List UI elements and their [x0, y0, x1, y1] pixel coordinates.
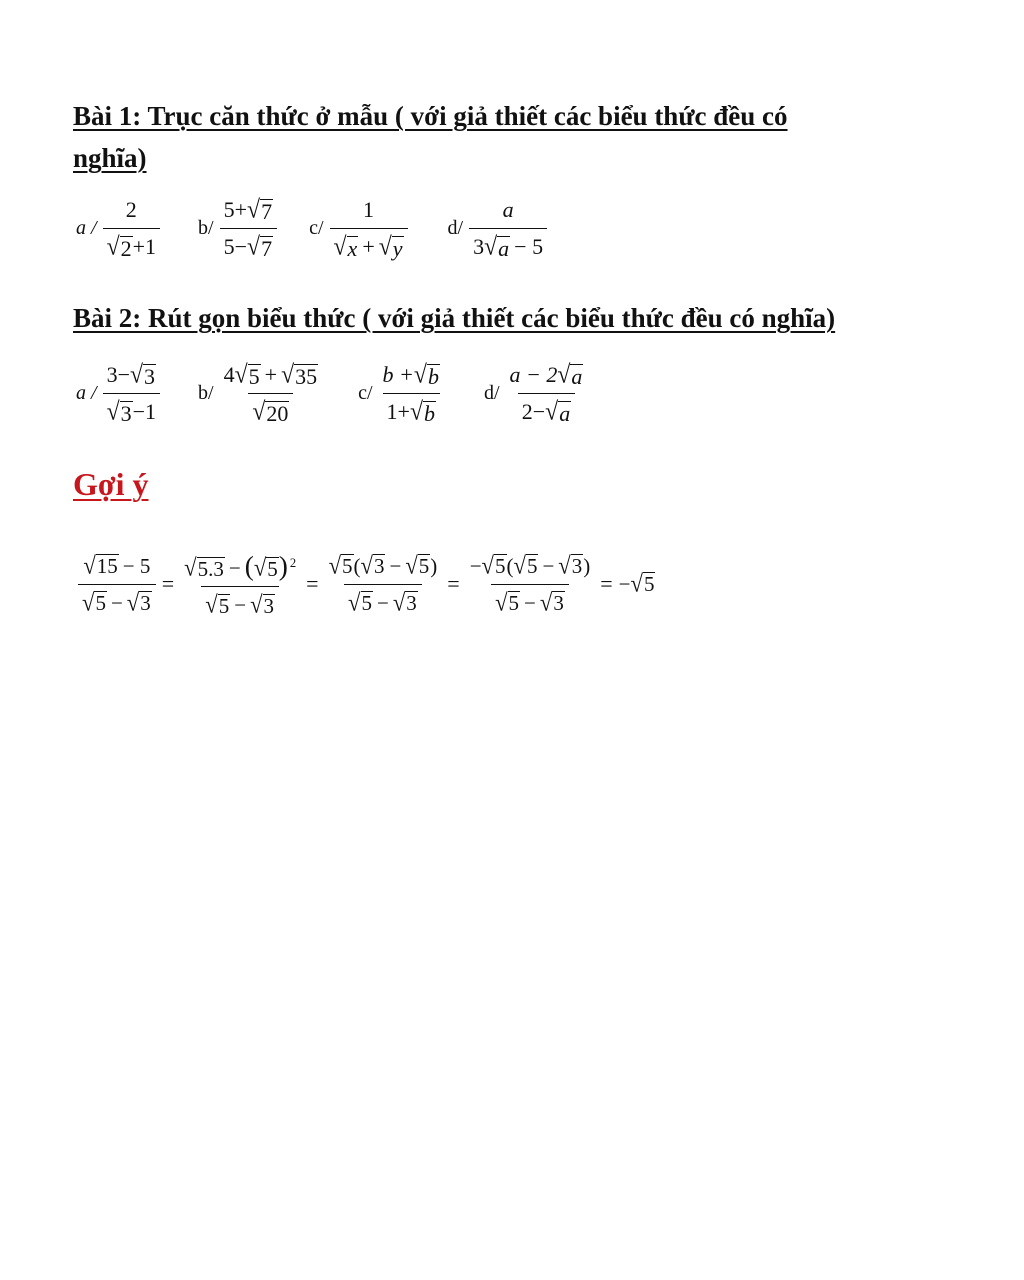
radicand: 3 [553, 591, 564, 616]
radicand: 3 [263, 593, 275, 618]
term: − [618, 571, 631, 596]
fraction [330, 195, 408, 262]
radical-sign: √ [630, 569, 643, 597]
radicand: 3 [406, 591, 417, 616]
sqrt [481, 551, 507, 579]
bai2-exercises [76, 360, 587, 427]
radical-sign: √ [250, 590, 263, 618]
sqrt [348, 588, 373, 616]
bai1-title: Bài 1: Trục căn thức ở mẫu ( với giả thiết các biểu thức đều có [73, 101, 788, 131]
sqrt [378, 232, 404, 261]
bai1-item-d [448, 195, 548, 262]
radical-sign: √ [557, 360, 571, 389]
bai1-item-b [198, 195, 277, 262]
numerator [379, 360, 444, 393]
operator: − [389, 553, 402, 578]
denominator [491, 584, 569, 618]
radicand: a [571, 363, 583, 389]
term: 5+ [223, 197, 248, 222]
radical-sign: √ [333, 232, 347, 261]
operator: − [228, 556, 241, 580]
paren: ) [583, 553, 591, 578]
item-label: c/ [309, 217, 324, 239]
radical-sign: √ [129, 360, 144, 389]
denominator [201, 586, 279, 620]
radical-sign: √ [545, 397, 559, 426]
radicand: b [423, 400, 435, 426]
radicand: 5 [342, 554, 353, 579]
radical-sign: √ [360, 551, 373, 579]
term: 3 [473, 234, 485, 259]
radicand: 7 [261, 235, 273, 261]
numerator [506, 360, 588, 393]
sqrt [234, 360, 261, 389]
radical-sign: √ [413, 360, 427, 389]
radical-sign: √ [82, 588, 95, 616]
sqrt [495, 588, 520, 616]
item-label: a / [76, 382, 97, 404]
sqrt [360, 551, 386, 579]
radical-sign: √ [392, 588, 406, 616]
radical-sign: √ [539, 588, 553, 616]
hint-title: Gợi ý [73, 466, 149, 502]
denominator [330, 228, 408, 262]
bai2-item-a [76, 360, 160, 427]
bai2-item-c [358, 360, 444, 427]
denominator [248, 393, 293, 427]
sqrt [129, 360, 156, 389]
fraction [78, 551, 156, 618]
denominator [469, 228, 547, 262]
radical-sign: √ [252, 397, 266, 426]
radicand: 35 [295, 363, 318, 389]
item-label: a / [76, 217, 97, 239]
radical-sign: √ [126, 588, 140, 616]
sqrt [106, 232, 133, 261]
sqrt [539, 588, 565, 616]
term: − [469, 553, 482, 578]
radicand: 5 [248, 363, 260, 389]
exponent: 2 [289, 556, 297, 570]
radicand: 5 [95, 591, 106, 616]
bai1-title-cont: nghĩa) [73, 143, 147, 173]
paren: ) [430, 553, 438, 578]
equals-sign: = [447, 571, 460, 596]
radical-sign: √ [234, 360, 248, 389]
numerator [79, 551, 154, 584]
sqrt [558, 551, 583, 579]
equals-sign: = [161, 571, 175, 596]
paren: ( [353, 553, 361, 578]
radicand: 5 [526, 554, 538, 579]
item-label: c/ [358, 382, 373, 404]
sqrt [405, 551, 430, 579]
bai1-item-a [76, 195, 160, 262]
radicand: a [498, 235, 510, 261]
radical-sign: √ [409, 397, 423, 426]
radicand: y [392, 235, 403, 261]
radicand: b [427, 363, 439, 389]
radical-sign: √ [83, 551, 96, 579]
radicand: 5 [495, 554, 506, 579]
paren: ( [506, 553, 514, 578]
radicand: 5 [643, 572, 655, 597]
paren: ( [244, 551, 254, 581]
denominator [518, 393, 575, 427]
numerator: a [502, 197, 514, 222]
denominator [220, 228, 277, 262]
bai1-exercises [76, 195, 547, 262]
radical-sign: √ [253, 553, 267, 581]
item-label: d/ [447, 217, 464, 239]
term: a − 2 [509, 362, 558, 387]
sqrt [83, 551, 118, 579]
radical-sign: √ [281, 360, 295, 389]
sqrt [630, 569, 656, 597]
denominator [344, 584, 422, 618]
term: − 5 [514, 234, 544, 259]
sqrt [253, 553, 279, 581]
sqrt [247, 232, 273, 261]
radical-sign: √ [378, 232, 392, 261]
fraction [220, 195, 277, 262]
sqrt [413, 360, 440, 389]
term: 3− [106, 362, 130, 387]
radicand: 3 [140, 591, 151, 616]
radicand: 5 [361, 591, 372, 616]
radical-sign: √ [495, 588, 508, 616]
term: 5− [223, 234, 248, 259]
radical-sign: √ [247, 232, 261, 261]
sqrt [409, 397, 436, 426]
radical-sign: √ [106, 397, 120, 426]
sqrt [333, 232, 359, 261]
fraction [103, 360, 160, 427]
result [618, 569, 656, 597]
radical-sign: √ [348, 588, 361, 616]
denominator [103, 228, 160, 262]
paren: ) [278, 551, 288, 581]
sqrt [392, 588, 418, 616]
term: − 5 [122, 553, 151, 578]
denominator [78, 584, 156, 618]
term: 4 [223, 362, 235, 387]
sqrt [328, 551, 354, 579]
radicand: 3 [120, 400, 132, 426]
radicand: 3 [144, 363, 156, 389]
radical-sign: √ [328, 551, 342, 579]
equals-sign: = [306, 571, 319, 596]
sqrt [513, 551, 539, 579]
numerator [325, 551, 442, 584]
bai1-item-c [309, 195, 407, 262]
fraction [506, 360, 588, 427]
term: b + [382, 362, 414, 387]
hint-equation [78, 548, 655, 620]
denominator [383, 393, 440, 427]
radical-sign: √ [205, 590, 218, 618]
sqrt [281, 360, 318, 389]
equals-sign: = [600, 571, 613, 596]
sqrt [205, 590, 230, 618]
term: −1 [132, 399, 157, 424]
fraction [180, 548, 300, 620]
fraction [379, 360, 444, 427]
sqrt [484, 232, 510, 261]
fraction [325, 551, 442, 618]
numerator [220, 195, 277, 228]
sqrt [184, 553, 225, 581]
numerator [180, 548, 300, 586]
operator: − [524, 590, 536, 615]
radicand: 5 [267, 556, 278, 581]
radicand: 15 [96, 554, 118, 579]
fraction [220, 360, 323, 427]
item-label: b/ [198, 382, 214, 404]
radical-sign: √ [513, 551, 526, 579]
radicand: 5 [418, 554, 430, 579]
fraction [103, 195, 160, 262]
term: 2− [521, 399, 546, 424]
radical-sign: √ [484, 232, 498, 261]
operator: + [362, 234, 375, 259]
radicand: 5 [218, 593, 230, 618]
item-label: d/ [483, 382, 500, 404]
operator: − [542, 553, 555, 578]
radical-sign: √ [481, 551, 494, 579]
fraction [469, 195, 547, 262]
bai2-item-d [484, 360, 587, 427]
radical-sign: √ [558, 551, 571, 579]
radical-sign: √ [405, 551, 418, 579]
radicand: x [347, 235, 358, 261]
bai2-item-b [198, 360, 322, 427]
sqrt [106, 397, 133, 426]
radicand: 2 [120, 235, 132, 261]
sqrt [247, 195, 273, 224]
radicand: 3 [571, 554, 583, 579]
numerator [103, 360, 160, 393]
numerator: 1 [363, 197, 375, 222]
sqrt [252, 397, 289, 426]
operator: − [377, 590, 389, 615]
sqrt [545, 397, 571, 426]
radicand: 7 [261, 198, 273, 224]
radicand: 5 [508, 591, 520, 616]
radical-sign: √ [184, 553, 197, 581]
radicand: 20 [266, 400, 289, 426]
sqrt [250, 590, 275, 618]
radical-sign: √ [247, 195, 261, 224]
radical-sign: √ [106, 232, 120, 261]
radicand: a [559, 400, 571, 426]
radicand: 3 [373, 554, 385, 579]
sqrt [82, 588, 107, 616]
operator: + [264, 362, 278, 387]
numerator: 2 [125, 197, 137, 222]
operator: − [110, 590, 123, 615]
sqrt [557, 360, 583, 389]
denominator [103, 393, 160, 427]
sqrt [126, 588, 152, 616]
item-label: b/ [198, 217, 214, 239]
radicand: 5.3 [197, 556, 224, 581]
numerator [220, 360, 323, 393]
term: 1+ [386, 399, 410, 424]
operator: − [234, 593, 247, 617]
numerator [466, 551, 595, 584]
fraction [466, 551, 595, 618]
bai2-title: Bài 2: Rút gọn biểu thức ( với giả thiết các biểu thức đều có nghĩa) [73, 303, 836, 333]
term: +1 [132, 234, 157, 259]
